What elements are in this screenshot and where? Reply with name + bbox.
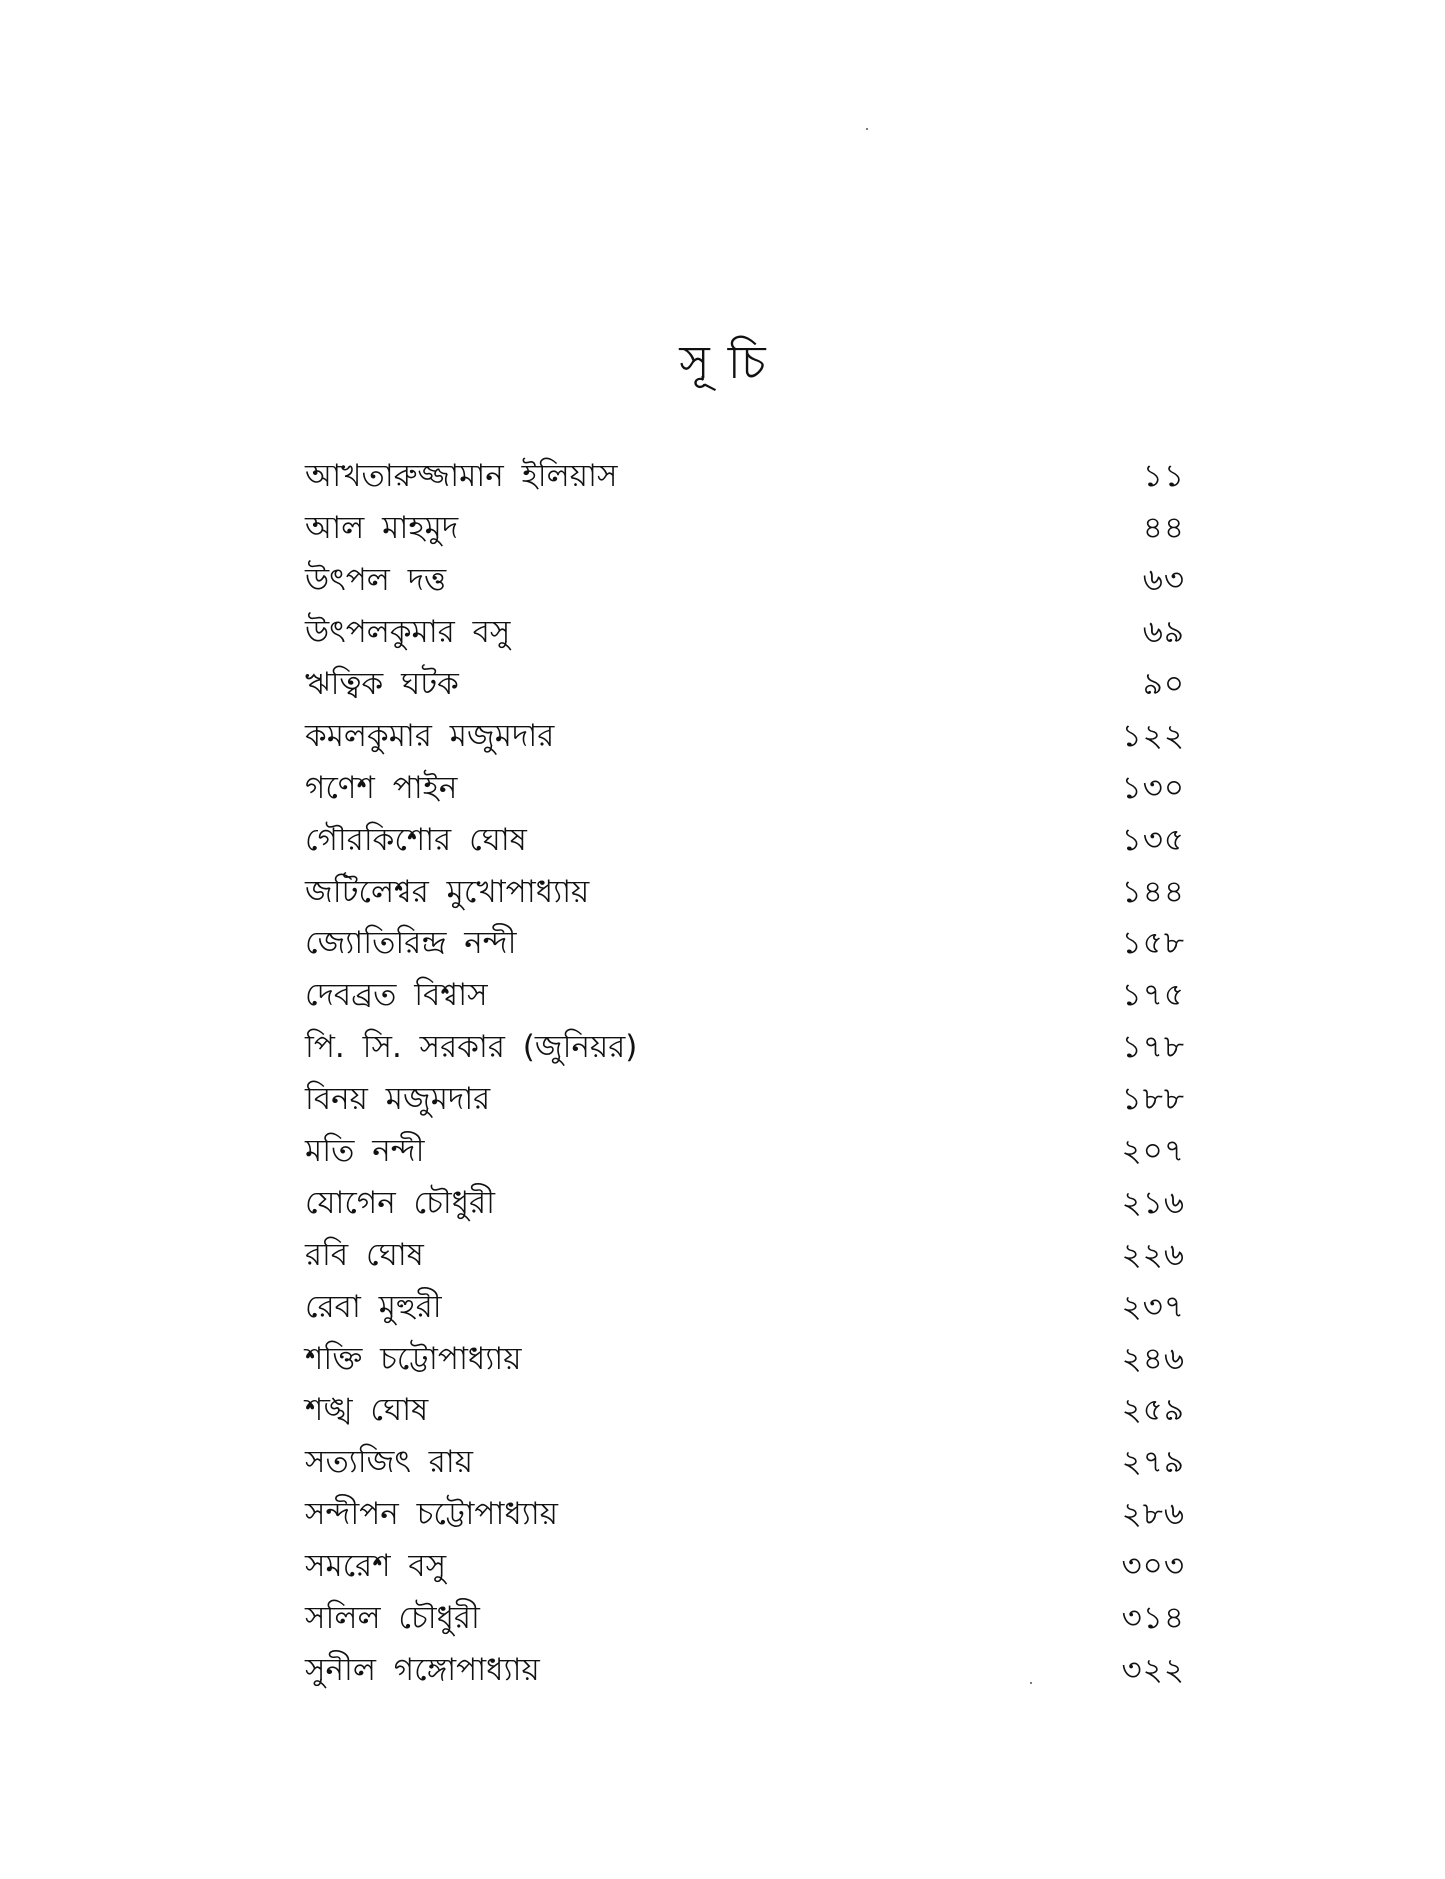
- scan-speck: [866, 128, 868, 130]
- toc-entry-page-number: ২০৭: [1121, 1133, 1185, 1170]
- toc-entry-name: কমলকুমার মজুমদার: [305, 717, 555, 754]
- toc-entry-page-number: ২৭৯: [1121, 1444, 1185, 1481]
- toc-entry-name: গণেশ পাইন: [305, 769, 458, 806]
- toc-entry: [305, 710, 1185, 762]
- toc-entry-name: রেবা মুহুরী: [305, 1288, 442, 1325]
- toc-entry-name: দেবব্রত বিশ্বাস: [305, 977, 488, 1014]
- toc-entry-page-number: ১৭৫: [1121, 977, 1185, 1014]
- toc-entry-page-number: ৯০: [1142, 666, 1185, 702]
- toc-entry-name: উৎপলকুমার বসু: [305, 614, 511, 651]
- toc-entry-name: গৌরকিশোর ঘোষ: [305, 821, 527, 858]
- toc-entry-page-number: ২১৬: [1121, 1184, 1185, 1221]
- table-of-contents: [305, 451, 1185, 1696]
- toc-entry-name: উৎপল দত্ত: [305, 562, 447, 599]
- toc-entry-page-number: ১৪৪: [1121, 873, 1185, 910]
- toc-entry-page-number: ৩০৩: [1121, 1548, 1185, 1585]
- toc-entry: [305, 659, 1185, 711]
- toc-entry-name: আল মাহমুদ: [305, 510, 459, 547]
- toc-entry-name: শক্তি চট্টোপাধ্যায়: [305, 1340, 522, 1377]
- toc-entry-name: ঋত্বিক ঘটক: [305, 666, 459, 702]
- toc-entry: [305, 1644, 1185, 1696]
- toc-entry: [305, 1229, 1185, 1281]
- toc-entry-name: জ্যোতিরিন্দ্র নন্দী: [305, 925, 517, 962]
- toc-entry-page-number: ২৪৬: [1121, 1340, 1185, 1377]
- toc-entry-page-number: ১৩৫: [1121, 821, 1185, 858]
- toc-entry-page-number: ৩২২: [1121, 1651, 1185, 1688]
- toc-entry-name: জটিলেশ্বর মুখোপাধ্যায়: [305, 873, 590, 910]
- toc-entry: [305, 1022, 1185, 1074]
- toc-entry: [305, 607, 1185, 659]
- toc-entry-name: সুনীল গঙ্গোপাধ্যায়: [305, 1651, 540, 1688]
- toc-entry-page-number: ১৩০: [1121, 769, 1185, 806]
- toc-entry-name: সন্দীপন চট্টোপাধ্যায়: [305, 1496, 558, 1533]
- toc-entry-page-number: ১১: [1142, 458, 1185, 495]
- page-title: সূচি: [679, 335, 784, 389]
- toc-entry: [305, 1593, 1185, 1645]
- toc-entry: [305, 918, 1185, 970]
- toc-entry-page-number: ২৫৯: [1121, 1392, 1185, 1429]
- toc-entry-page-number: ২২৬: [1121, 1236, 1185, 1273]
- toc-entry-page-number: ৩১৪: [1121, 1600, 1185, 1637]
- toc-entry-page-number: ১৫৮: [1121, 925, 1185, 962]
- toc-entry-page-number: ৪৪: [1142, 510, 1185, 547]
- toc-entry: [305, 1126, 1185, 1178]
- toc-entry-name: সমরেশ বসু: [305, 1548, 447, 1585]
- toc-entry-page-number: ২৩৭: [1121, 1288, 1185, 1325]
- toc-entry: [305, 1489, 1185, 1541]
- toc-entry: [305, 814, 1185, 866]
- toc-entry: [305, 1385, 1185, 1437]
- toc-entry: [305, 762, 1185, 814]
- toc-entry: [305, 970, 1185, 1022]
- toc-entry-page-number: ১৮৮: [1121, 1081, 1185, 1118]
- toc-entry-name: রবি ঘোষ: [305, 1236, 424, 1273]
- toc-entry-name: যোগেন চৌধুরী: [305, 1184, 496, 1221]
- toc-entry: [305, 555, 1185, 607]
- toc-entry-page-number: ১৭৮: [1121, 1029, 1185, 1066]
- toc-entry: [305, 1074, 1185, 1126]
- toc-entry-name: পি. সি. সরকার (জুনিয়র): [305, 1029, 638, 1066]
- toc-entry: [305, 866, 1185, 918]
- toc-entry-name: বিনয় মজুমদার: [305, 1081, 491, 1118]
- toc-entry: [305, 451, 1185, 503]
- toc-entry-name: আখতারুজ্জামান ইলিয়াস: [305, 458, 618, 495]
- toc-entry-name: মতি নন্দী: [305, 1133, 425, 1170]
- toc-entry: [305, 503, 1185, 555]
- toc-entry-name: শঙ্খ ঘোষ: [305, 1392, 429, 1429]
- toc-entry: [305, 1281, 1185, 1333]
- toc-entry-page-number: ১২২: [1121, 717, 1185, 754]
- toc-entry: [305, 1177, 1185, 1229]
- toc-entry-name: সলিল চৌধুরী: [305, 1600, 480, 1637]
- toc-entry-page-number: ৬৯: [1142, 614, 1185, 651]
- toc-entry: [305, 1333, 1185, 1385]
- toc-entry-page-number: ২৮৬: [1121, 1496, 1185, 1533]
- toc-entry: [305, 1541, 1185, 1593]
- toc-entry-page-number: ৬৩: [1142, 562, 1185, 599]
- toc-entry: [305, 1437, 1185, 1489]
- toc-entry-name: সত্যজিৎ রায়: [305, 1444, 474, 1481]
